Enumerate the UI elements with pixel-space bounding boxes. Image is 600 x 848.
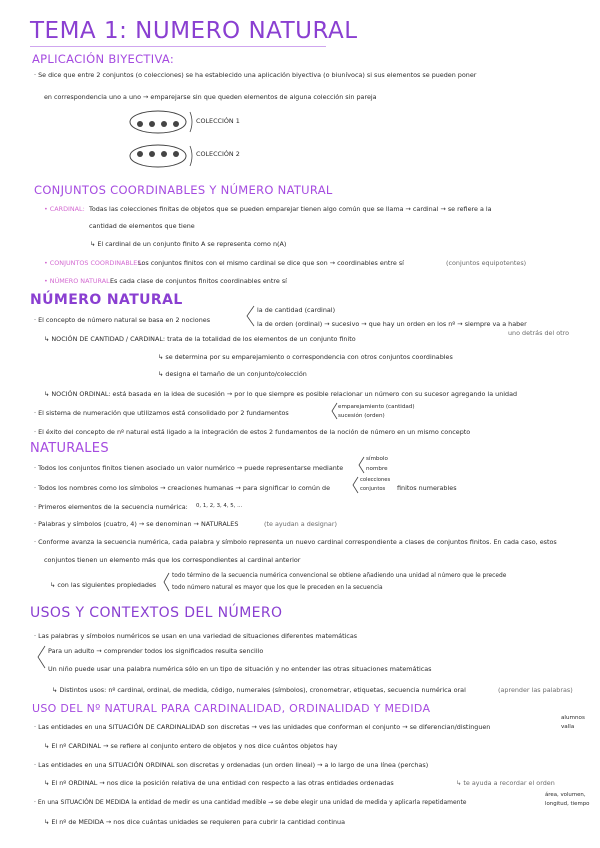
page-title: TEMA 1: NUMERO NATURAL [30,18,358,44]
element-dot [161,151,167,157]
brace-icon [351,476,359,494]
text-line: sucesión (orden) [338,413,385,419]
text-line: ↳ El nº ORDINAL → nos dice la posición relativa de una entidad con respecto a las otras entidades ordenadas [44,779,394,787]
text-line: ↳ designa el tamaño de un conjunto/colección [158,370,307,378]
collection-1-label: COLECCIÓN 1 [196,117,240,125]
text-line: ↳ Distintos usos: nº cardinal, ordinal, de medida, código, numerales (símbolos), cronometrar, etiquetas, secuencia numérica oral [52,686,466,694]
text-line: todo término de la secuencia numérica convencional se obtiene añadiendo una unidad al número que le precede [172,573,507,579]
element-dot [137,151,143,157]
text-line: alumnos [561,715,585,721]
text-line: todo número natural es mayor que los que le preceden en la secuencia [172,585,383,591]
tag-cardinal: • CARDINAL: [44,205,85,213]
element-dot [149,151,155,157]
element-dot [161,121,167,127]
text-line: 0, 1, 2, 3, 4, 5, ... [196,503,243,509]
text-line: · Conforme avanza la secuencia numérica, cada palabra y símbolo representa un nuevo cardinal correspondiente a clases de conjuntos finitos. En cada caso, estos [34,538,557,546]
brace-icon [36,645,46,669]
brace-icon [357,456,365,474]
note: ↳ te ayuda a recordar el orden [456,779,555,787]
text-line: ↳ se determina por su emparejamiento o correspondencia con otros conjuntos coordinables [158,353,453,361]
text-line: emparejamiento (cantidad) [338,404,415,410]
brace-icon [245,305,255,327]
title-underline [30,46,326,47]
heading-usos-contextos: USOS Y CONTEXTOS DEL NÚMERO [30,605,283,621]
text-line: · Las palabras y símbolos numéricos se usan en una variedad de situaciones diferentes matemáticas [34,632,358,640]
text-line: nombre [366,466,388,472]
text-line: · Se dice que entre 2 conjuntos (o colecciones) se ha establecido una aplicación biyectiva (o biunívoca) si sus elementos se pueden poner [34,71,477,79]
heading-uso-numero-natural: USO DEL Nº NATURAL PARA CARDINALIDAD, ORDINALIDAD Y MEDIDA [32,702,431,715]
text-line: · En una SITUACIÓN DE MEDIDA la entidad de medir es una cantidad medible → se debe elegir una unidad de medida y aplicarla repetidamente [34,799,467,806]
element-dot [173,151,179,157]
text-line: la de cantidad (cardinal) [257,306,336,314]
note: (aprender las palabras) [498,686,573,694]
text-line: · Las entidades en una SITUACIÓN ORDINAL son discretas y ordenadas (un orden lineal) → a lo largo de una línea (perchas) [34,761,429,769]
text-line: · Primeros elementos de la secuencia numérica: [34,503,188,511]
text-line: ↳ El nº CARDINAL → se refiere al conjunto entero de objetos y nos dice cuántos objetos hay [44,742,338,750]
heading-numero-natural: NÚMERO NATURAL [30,292,183,308]
text-line: · Palabras y símbolos (cuatro, 4) → se denominan → NATURALES [34,520,239,528]
tag-conjuntos-coordinables: • CONJUNTOS COORDINABLES: [44,259,144,267]
note: uno detrás del otro [508,329,570,337]
element-dot [137,121,143,127]
brace-icon [330,402,338,420]
text-line: longitud, tiempo [545,801,590,807]
text-line: Los conjuntos finitos con el mismo cardinal se dice que son → coordinables entre sí [138,259,404,267]
text-line: · Todos los conjuntos finitos tienen asociado un valor numérico → puede representarse mediante [34,464,344,472]
text-line: · El éxito del concepto de nº natural está ligado a la integración de estos 2 fundamentos de la noción de número en un mismo concepto [34,428,471,436]
text-line: · Todos los nombres como los símbolos → creaciones humanas → para significar lo común de [34,484,331,492]
text-line: ↳ El nº de MEDIDA → nos dice cuántas unidades se requieren para cubrir la cantidad continua [44,818,346,826]
text-line: ↳ con las siguientes propiedades [50,581,157,589]
bracket-1 [190,112,192,132]
text-line: área, volumen, [545,792,586,798]
text-line: cantidad de elementos que tiene [89,222,195,230]
text-line: · El sistema de numeración que utilizamos está consolidado por 2 fundamentos [34,409,289,417]
text-line: Para un adulto → comprender todos los significados resulta sencillo [48,647,264,655]
text-line: · El concepto de número natural se basa en 2 nociones [34,316,211,324]
text-line: conjuntos tienen un elemento más que los correspondientes al cardinal anterior [44,556,301,564]
bracket-2 [190,146,192,166]
element-dot [149,121,155,127]
text-line: conjuntos [360,486,386,492]
text-line: la de orden (ordinal) → sucesivo → que hay un orden en los nº → siempre va a haber [257,320,527,328]
text-line: · Las entidades en una SITUACIÓN DE CARDINALIDAD son discretas → ves las unidades que conforman el conjunto → se diferencian/distinguen [34,723,491,731]
text-line: Un niño puede usar una palabra numérica sólo en un tipo de situación y no entender las otras situaciones matemáticas [48,665,432,673]
tag-numero-natural: • NÚMERO NATURAL: [44,277,112,285]
text-line: ↳ El cardinal de un conjunto finito A se representa como n(A) [90,240,287,248]
text-line: Todas las colecciones finitas de objetos que se pueden emparejar tienen algo común que se llama → cardinal → se refiere a la [89,205,492,213]
text-line: en correspondencia uno a uno → emparejarse sin que queden elementos de alguna colección sin pareja [44,93,377,101]
text-line: colecciones [360,477,391,483]
text-line: Es cada clase de conjuntos finitos coordinables entre sí [110,277,287,285]
brace-icon [162,572,170,592]
heading-naturales: NATURALES [30,441,109,456]
note: (te ayudan a designar) [264,520,337,528]
text-line: valla [561,724,575,730]
heading-conjuntos-coordinables: CONJUNTOS COORDINABLES Y NÚMERO NATURAL [34,183,333,197]
element-dot [173,121,179,127]
text-line: finitos numerables [397,484,457,492]
text-line: ↳ NOCIÓN ORDINAL: está basada en la idea de sucesión → por lo que siempre es posible relacionar un número con su sucesor agregando la unidad [44,390,518,398]
note: (conjuntos equipotentes) [446,259,527,267]
heading-aplicacion-biyectiva: APLICACIÓN BIYECTIVA: [32,52,175,66]
text-line: ↳ NOCIÓN DE CANTIDAD / CARDINAL: trata de la totalidad de los elementos de un conjunto finito [44,335,356,343]
text-line: símbolo [366,456,388,462]
collection-2-label: COLECCIÓN 2 [196,150,240,158]
